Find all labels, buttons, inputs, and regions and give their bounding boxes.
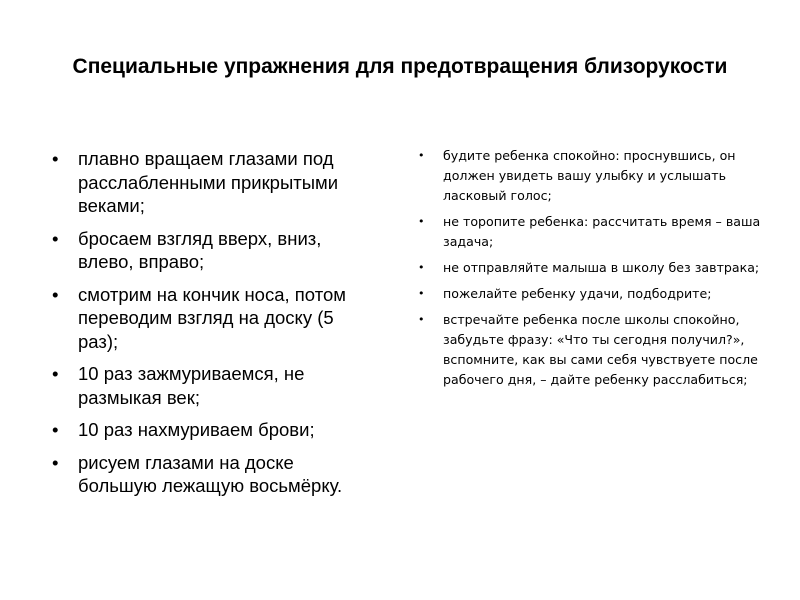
advice-list [418, 146, 763, 396]
list-item [52, 283, 372, 354]
list-item [418, 146, 763, 206]
list-item-text: 10 раз зажмуриваемся, не размыкая век; [78, 363, 305, 408]
bullet-icon: • [52, 227, 59, 249]
list-item-text: встречайте ребенка после школы спокойно, забудьте фразу: «Что ты сегодня получил?», вспомните, как вы сами себя чувствуете после рабочего дня, – дайте ребенку расслабиться; [443, 312, 758, 387]
list-item [418, 212, 763, 252]
list-item-text: пожелайте ребенку удачи, подбодрите; [443, 286, 712, 301]
list-item-text: рисуем глазами на доске большую лежащую восьмёрку. [78, 451, 343, 496]
list-item [52, 147, 373, 218]
exercise-list [52, 147, 372, 507]
list-item-text: не отправляйте малыша в школу без завтрака; [443, 260, 760, 275]
bullet-icon: • [52, 363, 59, 384]
list-item-text: смотрим на кончик носа, потом переводим взгляд на доску (5 раз); [78, 283, 346, 352]
bullet-icon: • [52, 451, 59, 473]
bullet-icon: • [52, 283, 59, 305]
list-item [418, 284, 763, 304]
list-item [52, 227, 372, 274]
list-item-text: бросаем взгляд вверх, вниз, влево, вправо; [78, 227, 322, 272]
bullet-icon: • [418, 313, 425, 326]
list-item [52, 451, 348, 498]
list-item [418, 310, 763, 390]
bullet-icon: • [418, 149, 425, 162]
list-item-text: не торопите ребенка: рассчитать время – ваша задача; [443, 214, 761, 249]
list-item-text: плавно вращаем глазами под расслабленными прикрытыми веками; [78, 148, 339, 216]
list-item-text: 10 раз нахмуриваем брови; [78, 419, 315, 440]
list-item-text: будите ребенка спокойно: проснувшись, он должен увидеть вашу улыбку и услышать ласковый голос; [443, 148, 736, 203]
slide-title: Специальные упражнения для предотвращения близорукости [72, 55, 728, 78]
bullet-icon: • [418, 215, 425, 228]
bullet-icon: • [52, 148, 59, 169]
list-item [52, 362, 372, 409]
bullet-icon: • [418, 261, 425, 274]
list-item [418, 258, 763, 278]
bullet-icon: • [52, 419, 59, 440]
list-item [52, 418, 372, 442]
bullet-icon: • [418, 287, 425, 300]
